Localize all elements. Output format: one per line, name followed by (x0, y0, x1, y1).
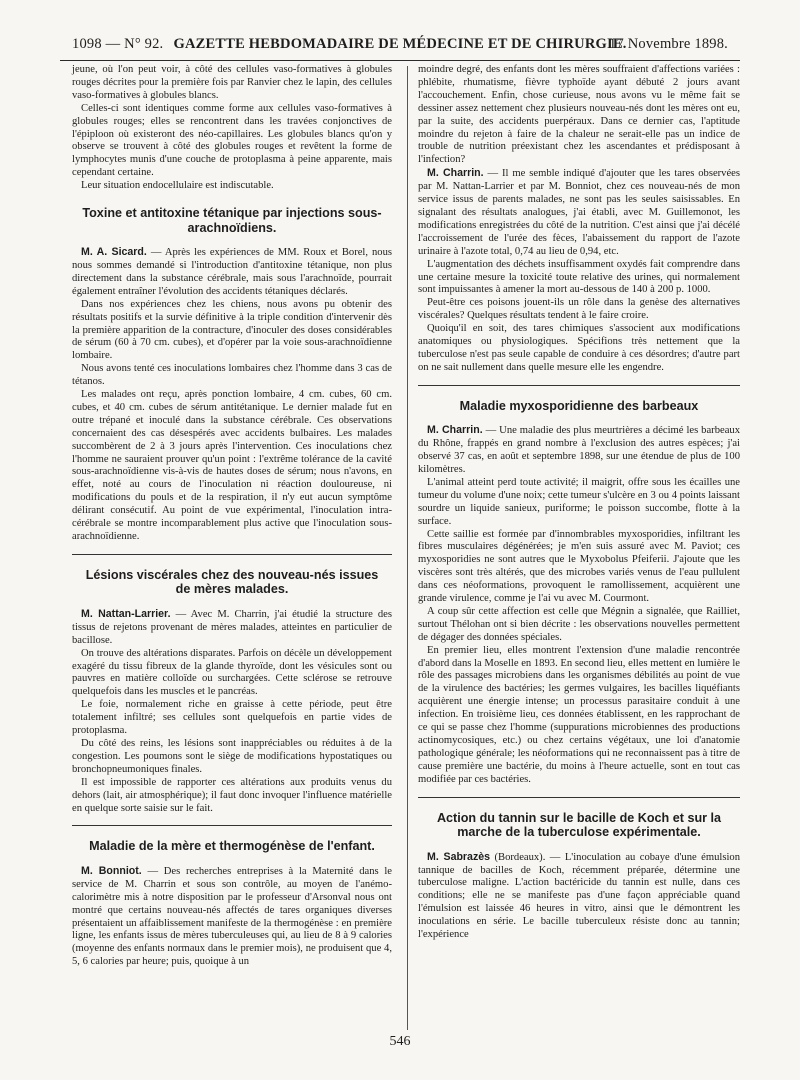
journal-title: GAZETTE HEBDOMADAIRE DE MÉDECINE ET DE CHIRURGIE. (173, 36, 627, 52)
paragraph-text: — Il me semble indiqué d'ajouter que les tares observées par M. Nattan-Larrier et par M. Bonniot, chez ces nouveau-nés de mon service issus de parents malades, ne sont pas les seules saisissables. En signalant des résultats analogues, j'ai établi, avec M. Guillemonot, les modifications enregistrées du côté de la nutrition. C'est ainsi que j'ai décélé l'accroissement de l'urée des fèces, l'abaissement du rapport de l'azote urinaire à l'azote total, 0,74 au lieu de 0,94, etc. (418, 168, 741, 257)
paragraph: Dans nos expériences chez les chiens, nous avons pu obtenir des résultats positifs et la survie définitive à la triple condition d'intervenir dès la première apparition de la contracture, d'inoculer des doses considérables de sérum (60 à 70 cm. cubes), et d'opérer par la voie sous-arachnoïdienne lombaire. (72, 298, 392, 362)
paragraph-text: (Bordeaux). — L'inoculation au cobaye d'une émulsion tannique de bacilles de Koch, récemment préparée, détermine une tuberculose maligne. L'action bactéricide du tannin est nulle, dans ces conditions; elle ne se manifeste pas d'une façon appréciable quand l'émulsion est laissée 46 heures in vitro, ainsi que le démontrent les inoculations en série. Le bacille tuberculeux résiste donc au tannin; l'expérience (418, 851, 740, 941)
page-number-label: 1098 — N° 92. (72, 36, 164, 52)
paragraph (418, 851, 740, 942)
issue-date: 17 Novembre 1898. (609, 36, 728, 52)
paragraph: jeune, où l'on peut voir, à côté des cellules vaso-formatives à globules rouges décrites pour la première fois par Ranvier chez le lapin, des cellules vaso-formatives à globules blancs. (72, 64, 392, 101)
paragraph: Le foie, normalement riche en graisse à cette période, peut être totalement infiltré; ses cellules sont quelquefois en partie vides de protoplasma. (72, 699, 392, 737)
author-name: M. Nattan-Larrier. (81, 607, 171, 620)
paragraph: Celles-ci sont identiques comme forme aux cellules vaso-formatives à globules rouges; elles se rencontrent dans les travées conjonctives de l'épiploon où existeront des néo-capillaires. Les globules blancs qu'on y observe se trouvent à côté des globules rouges et revêtent la forme de lymphocytes munis d'une couche de protoplasma à peine apparente, mais cependant certaine. (72, 102, 392, 179)
paragraph (418, 167, 740, 258)
author-name: M. Bonniot. (81, 864, 142, 877)
paragraph-text: — Avec M. Charrin, j'ai étudié la structure des tissus de rejetons provenant de mères malades, atteintes en particulier de bacillose. (72, 608, 392, 646)
folio-number: 546 (389, 1034, 411, 1049)
header-rule (60, 60, 740, 61)
section-title: Maladie myxosporidienne des barbeaux (459, 398, 699, 413)
right-column (418, 64, 740, 942)
paragraph-text: — Une maladie des plus meurtrières a décimé les barbeaux du Rhône, frappés en grand nombre à l'exclusion des autres espèces; j'ai observé 37 cas, en août et septembre 1898, sur une étendue de plus de 100 kilomètres. (418, 425, 741, 475)
paragraph: A coup sûr cette affection est celle que Mégnin a signalée, que Railliet, surtout Thélohan ont si bien décrite : les observations nouvelles permettent de dégager des données spéciales. (418, 605, 740, 643)
paragraph: Peut-être ces poisons jouent-ils un rôle dans la genèse des alternatives viscérales? Quelques résultats tendent à le faire croire. (418, 297, 740, 322)
section-title: Toxine et antitoxine tétanique par injections sous-arachnoïdiens. (82, 206, 382, 235)
author-name: M. Charrin. (427, 424, 483, 437)
section-title: Action du tannin sur le bacille de Koch et sur la marche de la tuberculose expérimentale. (436, 810, 722, 840)
paragraph: L'augmentation des déchets insuffisamment oxydés fait comprendre dans une certaine mesure la toxicité toute relative des urines, qui normalement sont impuissantes à amener la mort au-dessous de 140 à 200 p. 1000. (418, 258, 740, 296)
section-title: Maladie de la mère et thermogénèse de l'enfant. (89, 839, 375, 854)
section-separator (418, 797, 740, 798)
author-name: M. A. Sicard. (81, 246, 147, 259)
paragraph (72, 246, 392, 299)
paragraph-text: — Après les expériences de MM. Roux et Borel, nous nous sommes demandé si l'introduction d'antitoxine tétanique, non plus directement dans la substance cérébrale, mais sous l'arachnoïde, pourrait également entraîner l'évolution des accidents tétaniques déclarés. (72, 247, 393, 297)
paragraph: Leur situation endocellulaire est indiscutable. (81, 180, 274, 192)
paragraph: Du côté des reins, les lésions sont inappréciables ou réduites à de la congestion. Les poumons sont le siège de modifications hypostatiques ou bronchopneumoniques finales. (72, 737, 392, 775)
paragraph: Il est impossible de rapporter ces altérations aux produits venus du dehors (lait, air atmosphérique); il faut donc invoquer l'influence matérielle en quelque sorte saisie sur le fait. (72, 776, 392, 814)
paragraph: Quoiqu'il en soit, des tares chimiques s'associent aux modifications anatomiques ou physiologiques. Spécifions très nettement que la tuberculose n'est pas seule capable de conduire à ces désordres; d'autre part on ne sait nullement dans quelle mesure elle les engendre. (418, 323, 740, 373)
paragraph: moindre degré, des enfants dont les mères souffraient d'affections variées : phlébite, rhumatisme, fièvre typhoïde ayant débuté 2 jours avant l'accouchement. Enfin, chose curieuse, nous avons vu le même fait se dessiner assez nettement chez plusieurs nouveau-nés dont les mères ont eu, par la suite, des accidents puerpéraux. Dans ce dernier cas, l'aptitude moindre du rejeton à faire de la chaleur ne serait-elle pas un indice de trouble de nutrition préexistant chez les ascendantes et prédisposant à l'infection? (418, 64, 740, 166)
running-header (72, 36, 728, 58)
paragraph: L'animal atteint perd toute activité; il maigrit, offre sous les écailles une tumeur du volume d'une noix; cette tumeur s'ulcère en 3 ou 4 points laissant sourdre un liquide sanieux, puriforme; le poisson succombe, flotte à la surface. (418, 476, 740, 527)
paragraph (72, 608, 392, 648)
paragraph: En premier lieu, elles montrent l'extension d'une maladie rencontrée d'abord dans la Moselle en 1893. En second lieu, elles mettent en lumière le rôle des passages microbiens dans les organismes débilités au point de vue de la virulence des bactéries; les germes vulgaires, les bacilles liquéfiants acquièrent une énergie intense; un processus parasitaire conduit à une infection. En troisième lieu, ces données établissent, en les rapprochant de ce qui se passe chez l'homme (suppurations microbiennes des productions actinomycosiques, etc.) ou chez certains végétaux, une loi d'anatomie pathologique générale; les néoformations qui ne reconnaissent pas à titre de cause première une bactérie, du moins à l'heure actuelle, sont en tout cas modifiée par ces bactéries. (418, 644, 740, 785)
paragraph-text: — Des recherches entreprises à la Maternité dans le service de M. Charrin et sous son contrôle, au moyen de l'anémo-calorimètre mis à notre disposition par le professeur d'Arsonval nous ont montré que certains nouveau-nés affectés de tares organiques diverses présentaient un affaiblissement manifeste de la thermogénèse : en première ligne, les enfants issus de mères tuberculeuses qui, au lieu de 8 à 9 calories (moyenne des enfants normaux dans le premier mois), ne produisent que 4, 5, 6 calories par heure; puis, quoique à un (72, 865, 392, 968)
left-column (72, 64, 392, 969)
author-name: M. Charrin. (427, 167, 484, 180)
paragraph: Les malades ont reçu, après ponction lombaire, 4 cm. cubes, 60 cm. cubes, et 40 cm. cubes de sérum antitétanique. Le dernier malade fut en outre trépané et inoculé dans la substance cérébrale. Ces observations concernaient des cas désespérés avec accidents bulbaires. Les malades succombèrent de 2 à 3 jours après l'intervention. Ces inoculations chez l'homme ne sauraient prouver qu'un point : l'extrême tolérance de la cavité sous-arachnoïdienne vis-à-vis de hautes doses de sérum; nous n'avons, en effet, noté au cours de l'inoculation ni réaction douloureuse, ni modifications du pouls et de la respiration, il n'y eut aucun symptôme délirant consécutif. Au point de vue expérimental, l'inoculation intra-cérébrale se montre incomparablement plus active que l'inoculation sous-arachnoïdienne. (72, 389, 392, 542)
author-name: M. Sabrazès (427, 850, 491, 863)
paragraph: On trouve des altérations disparates. Parfois on décèle un développement exagéré du tissu fibreux de la glande thyroïde, dont les vésicules sont ou pauvres en matière colloïde ou surchargées. Cette sclérose se retrouve quelquefois dans les muscles et le pancréas. (72, 647, 392, 698)
section-separator (72, 554, 392, 555)
section-title: Lésions viscérales chez des nouveau-nés issues de mères malades. (85, 567, 379, 597)
paragraph (418, 424, 740, 477)
column-divider (407, 66, 408, 1030)
section-separator (418, 385, 740, 386)
paragraph: Cette saillie est formée par d'innombrables myxosporidies, infiltrant les fibres musculaires dégénérées; je m'en suis assuré avec M. Paviot; ces myxosporidies ne sont autres que le Myxobolus Pfeiferii. J'ajoute que les viscères sont très altérés, que des microbes variés venus de l'eau pullulent dans ces néoformations, provoquent le ramollissement, acquièrent une grande virulence, comme je l'ai vu avec M. Courmont. (418, 528, 740, 605)
section-separator (72, 825, 392, 826)
paragraph: Nous avons tenté ces inoculations lombaires chez l'homme dans 3 cas de tétanos. (72, 363, 392, 388)
paragraph (72, 865, 392, 969)
